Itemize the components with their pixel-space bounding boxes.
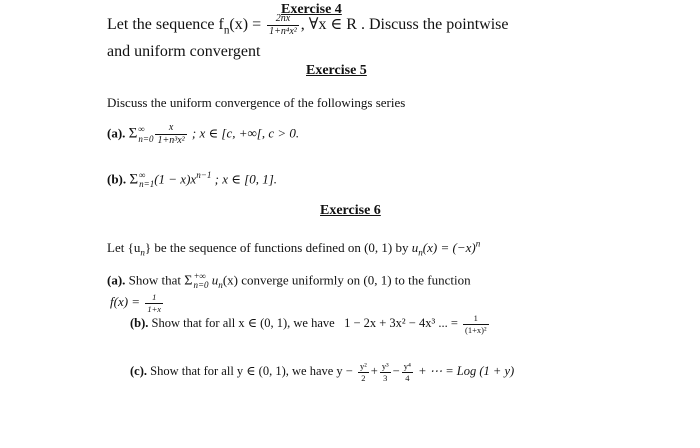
exercise-5-title: Exercise 5 xyxy=(306,63,367,78)
ex5b-lower: n=1 xyxy=(139,179,155,190)
ex5a-tail: ; x ∈ [c, +∞[, c > 0. xyxy=(188,125,300,141)
ex6-intro-sub: n xyxy=(140,247,145,258)
ex6b-series: 1 − 2x + 3x² − 4x³ ... = xyxy=(344,315,462,330)
ex6c-tail: + ⋯ = Log (1 + y) xyxy=(414,363,515,378)
ex5b-sum xyxy=(129,171,154,190)
ex5a-sigma: Σ xyxy=(128,125,138,142)
ex6c-t1-num: y² xyxy=(359,361,367,371)
ex5a-limits xyxy=(138,125,153,144)
ex5a-upper: ∞ xyxy=(138,124,145,135)
exercise-4-line2: and uniform convergent xyxy=(107,43,261,60)
exercise-4-title: Exercise 4 xyxy=(281,2,342,17)
exercise-6c: (c). Show that for all y ∈ (0, 1), we have y − $\frac{\text{y²}}{2}$ + $\frac{\text{y³}}{3}$ − $\frac{\text{y⁴}}{4}$ + ⋯ = Log (1 + y) xyxy=(130,361,515,383)
ex5a-frac-den: 1+n³x² xyxy=(157,135,185,146)
ex6a-text2-sub: n xyxy=(218,280,223,291)
ex6b-fraction xyxy=(463,314,489,334)
ex6c-t1-den: 2 xyxy=(361,372,366,383)
ex6b-label: (b). xyxy=(130,315,149,330)
ex6-intro-b: } be the sequence of functions defined on (0, 1) by xyxy=(144,240,412,255)
ex5a-fraction xyxy=(155,123,186,146)
ex6a-upper: +∞ xyxy=(193,271,206,281)
exercise-6a xyxy=(107,272,471,291)
ex4-fn: f xyxy=(218,16,224,34)
ex6a-label: (a). xyxy=(107,272,126,288)
ex6c-label: (c). xyxy=(130,363,147,378)
ex6a-frac-num: 1 xyxy=(145,293,163,304)
ex5b-upper: ∞ xyxy=(139,170,146,180)
exercise-6a-function xyxy=(110,293,165,313)
ex5a-label: (a). xyxy=(107,125,126,141)
ex5a-lower: n=0 xyxy=(138,133,154,144)
ex6-intro-c: u xyxy=(411,240,419,255)
ex6b-frac-den: (1+x)² xyxy=(465,324,487,335)
ex6a-fx: f(x) = xyxy=(110,293,144,309)
ex6a-sigma: Σ xyxy=(184,273,193,289)
ex5a-frac-num: x xyxy=(155,123,186,135)
ex6b-frac-num: 1 xyxy=(463,314,489,325)
ex6-intro-d-sup: n xyxy=(475,238,481,249)
ex6c-term-2 xyxy=(380,362,391,382)
ex4-lead: Let the sequence xyxy=(107,16,219,34)
ex6-intro-a: Let {u xyxy=(107,240,141,255)
ex5a-sum xyxy=(129,125,154,144)
ex6c-t2-den: 3 xyxy=(383,372,388,383)
ex5b-exp: n−1 xyxy=(196,170,212,181)
ex6c-t3-den: 4 xyxy=(405,372,410,383)
exercise-6-intro xyxy=(107,240,480,256)
ex5b-sigma: Σ xyxy=(129,171,139,188)
ex6a-lower: n=0 xyxy=(193,280,209,291)
ex6a-text1: Show that xyxy=(128,272,185,288)
ex6c-term-3 xyxy=(402,362,413,382)
ex4-frac-den: 1+n⁴x² xyxy=(269,26,297,37)
exercise-5a xyxy=(107,123,299,146)
ex6a-text3: (x) converge uniformly on (0, 1) to the function xyxy=(222,272,471,288)
ex6c-t2-num: y³ xyxy=(381,361,389,371)
ex6b-text: Show that for all x ∈ (0, 1), we have xyxy=(151,315,335,330)
ex4-fn-arg: (x) = xyxy=(229,16,266,34)
ex6-intro-d: (x) = (−x) xyxy=(422,240,476,255)
ex4-fn-sub: n xyxy=(223,24,230,37)
exercise-6b xyxy=(130,314,491,334)
ex6c-t3-num: y⁴ xyxy=(403,361,411,371)
ex5b-tail: ; x ∈ [0, 1]. xyxy=(211,171,278,187)
ex5b-label: (b). xyxy=(107,171,127,187)
ex6a-frac-den: 1+x xyxy=(147,303,162,314)
ex6c-term-1 xyxy=(358,362,369,382)
ex6a-text2: u xyxy=(211,272,219,288)
exercise-6-title: Exercise 6 xyxy=(320,203,381,218)
ex5b-expr: (1 − x)x xyxy=(154,171,197,187)
exercise-5-intro: Discuss the uniform convergence of the followings series xyxy=(107,95,406,110)
ex4-fraction xyxy=(267,14,299,37)
ex6a-limits xyxy=(193,272,208,291)
ex6a-fraction xyxy=(145,293,163,313)
ex4-frac-num: 2nx xyxy=(267,14,299,26)
exercise-4-statement xyxy=(107,14,509,37)
ex5b-limits xyxy=(139,171,154,190)
ex6c-text: Show that for all y ∈ (0, 1), we have y − xyxy=(150,363,356,378)
ex4-tail: , ∀x ∈ R . Discuss the pointwise xyxy=(300,16,509,34)
ex6-intro-c-sub: n xyxy=(418,247,423,258)
exercise-5b xyxy=(107,171,277,190)
ex6a-sum xyxy=(184,272,208,291)
